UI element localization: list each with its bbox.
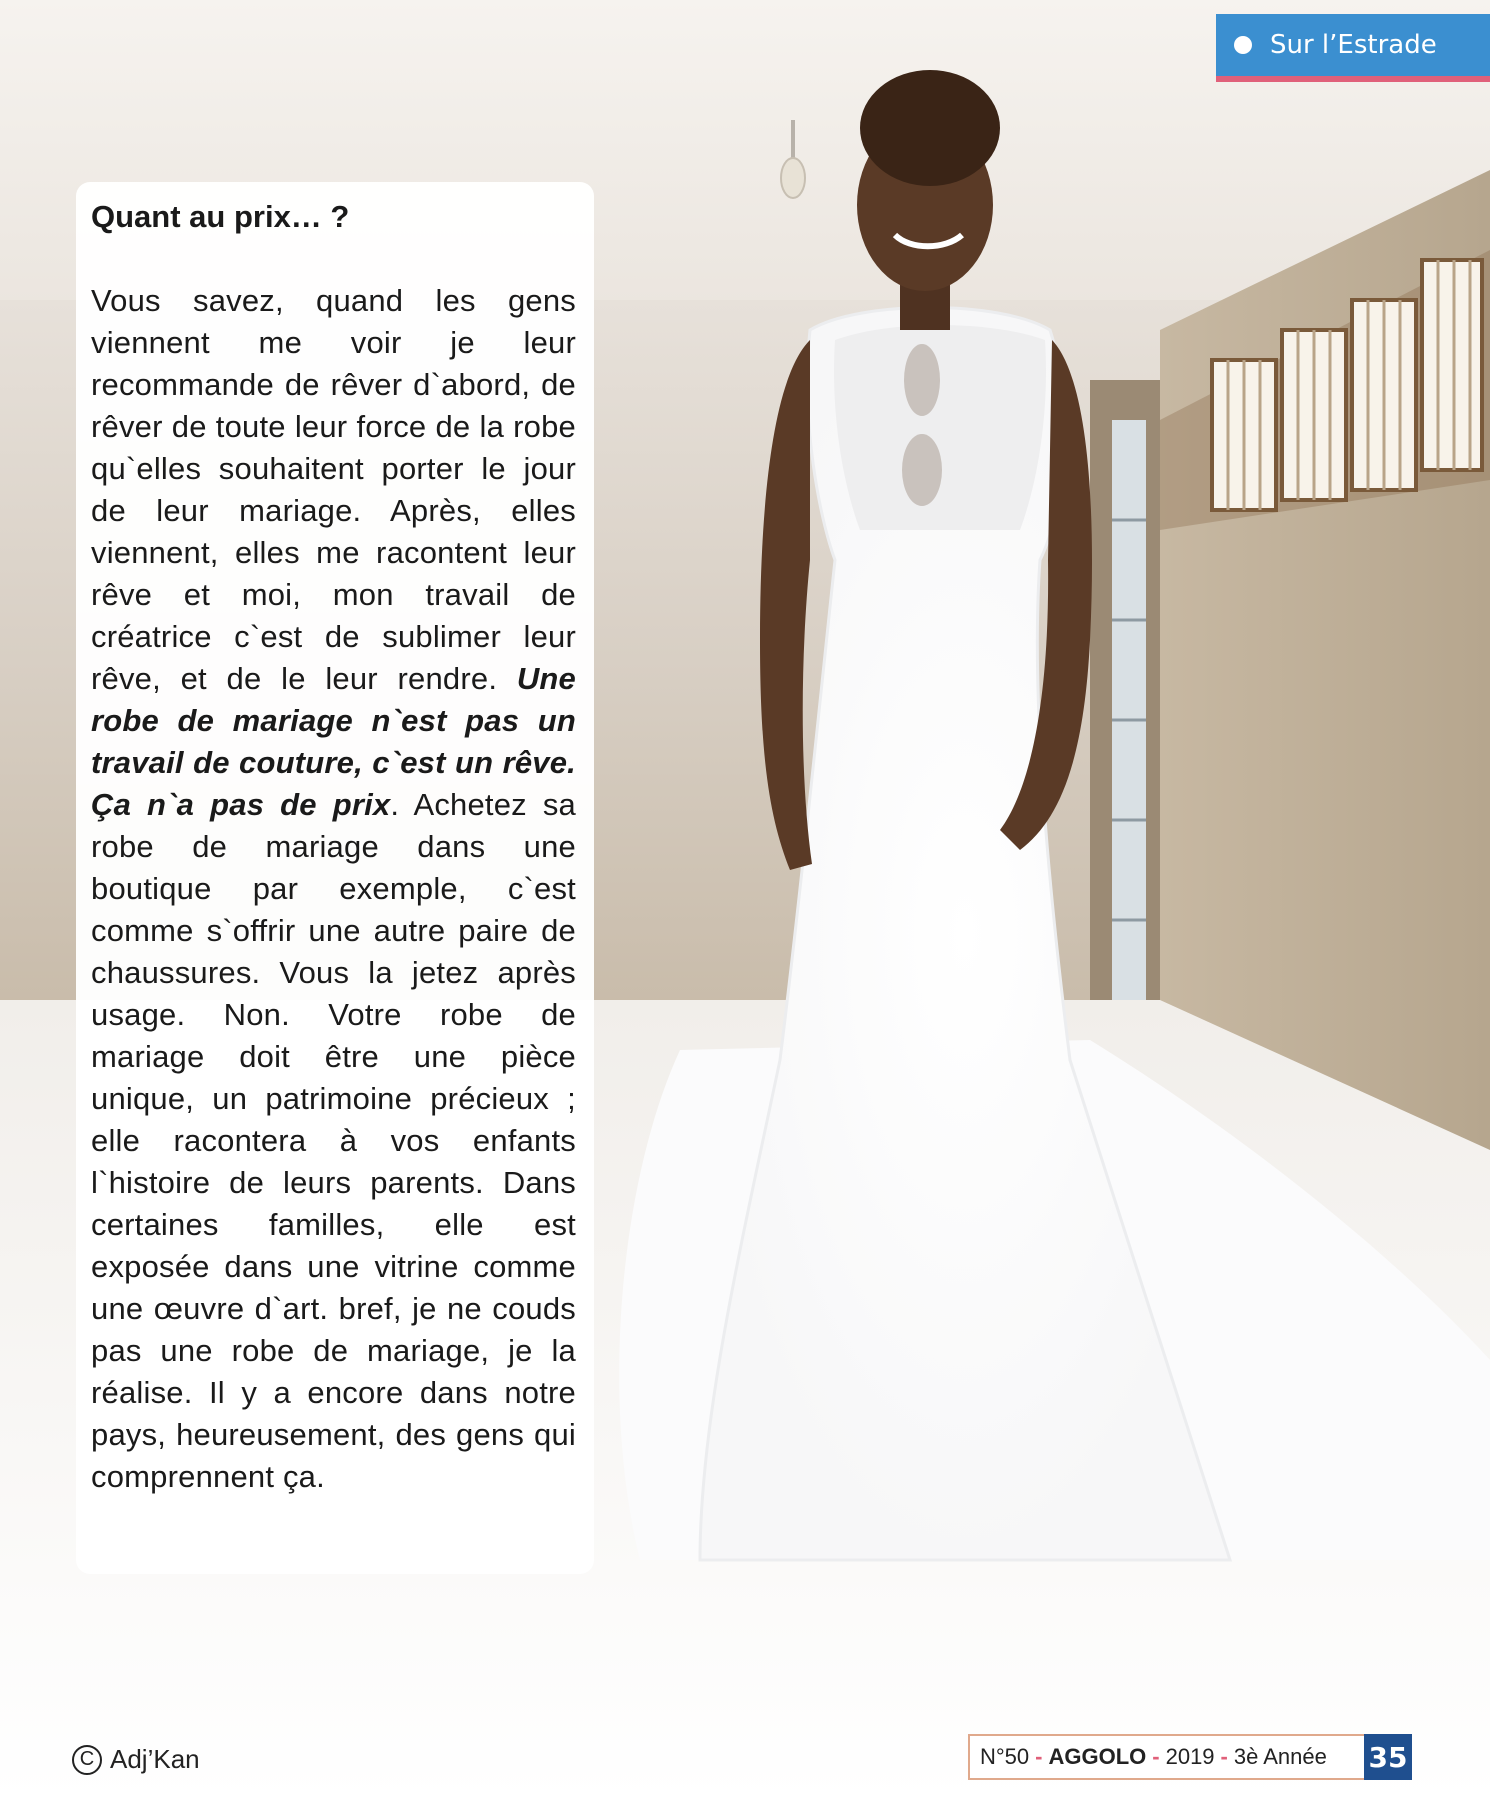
credit-name: Adj’Kan <box>110 1744 200 1774</box>
interview-answer <box>91 280 576 1498</box>
photo-credit <box>72 1744 200 1775</box>
issue-year: 2019 <box>1165 1744 1215 1769</box>
issue-text <box>970 1744 1410 1770</box>
answer-intro: Vous savez, quand les gens viennent me voir je leur recommande de rêver d`abord, de rêver de toute leur force de la robe qu`elles souhaitent porter le jour de leur mariage. Après, elles viennent, elles me racontent leur rêve et moi, mon travail de créatrice c`est de sublimer leur rêve, et de le leur rendre. <box>91 283 576 696</box>
issue-number: N°50 <box>980 1744 1030 1769</box>
answer-rest: . Achetez sa robe de mariage dans une boutique par exemple, c`est comme s`offrir une autre paire de chaussures. Vous la jetez après usage. Non. Votre robe de mariage doit être une pièce unique, un patrimoine précieux ; elle racontera à vos enfants l`histoire de leurs parents. Dans certaines familles, elle est exposée dans une vitrine comme une œuvre d`art. bref, je ne couds pas une robe de mariage, je la réalise. Il y a encore dans notre pays, heureusement, des gens qui comprennent ça. <box>91 787 576 1494</box>
issue-edition: 3è Année <box>1233 1744 1327 1769</box>
separator: - <box>1035 1744 1043 1769</box>
interview-question: Quant au prix… ? <box>91 199 350 234</box>
section-tag <box>1216 14 1490 76</box>
section-tag-label: Sur l’Estrade <box>1270 30 1437 60</box>
page-number: 35 <box>1364 1734 1412 1780</box>
answer-emphasis: Une robe de mariage n`est pas un travail de couture, c`est un rêve. Ça n`a pas de prix <box>91 661 576 822</box>
issue-info <box>968 1734 1412 1780</box>
magazine-name: AGGOLO <box>1048 1744 1147 1769</box>
article-panel <box>76 182 594 1574</box>
bullet-icon <box>1234 36 1252 54</box>
separator: - <box>1152 1744 1160 1769</box>
copyright-icon: C <box>72 1745 102 1775</box>
separator: - <box>1220 1744 1228 1769</box>
